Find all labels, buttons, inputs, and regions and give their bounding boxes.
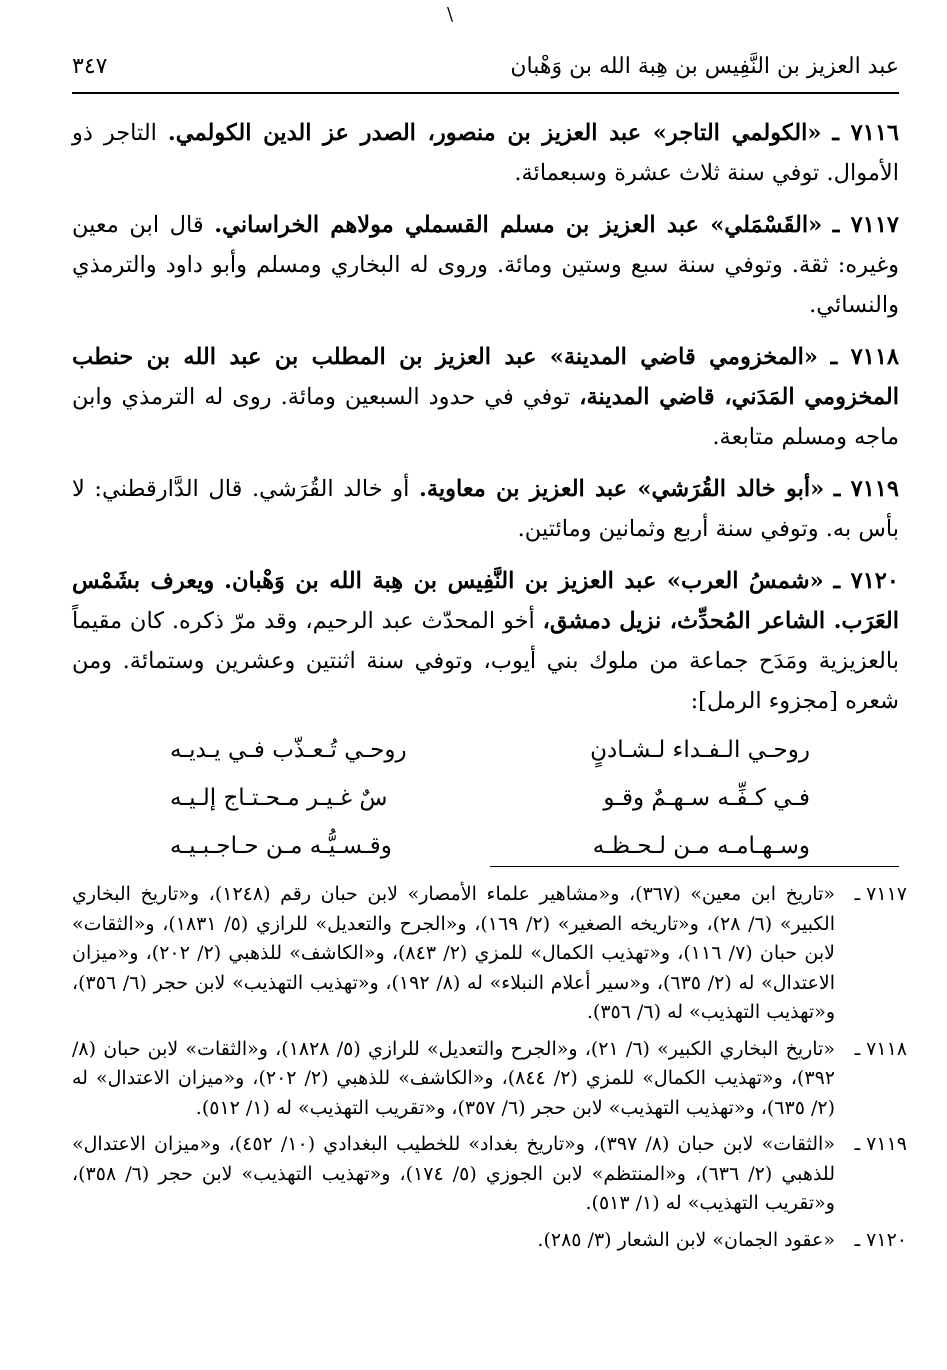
entry-number: ٧١١٦ ـ bbox=[832, 120, 899, 146]
hemistich-first: وسـهـامـه مـن لـحـظـه bbox=[592, 833, 810, 859]
footnote-7117 bbox=[72, 880, 907, 1028]
entry-heading: «القَسْمَلي» عبد العزيز بن مسلم القسملي مولاهم الخراساني. bbox=[214, 212, 823, 238]
footnote-number: ٧١١٨ ـ bbox=[854, 1037, 907, 1060]
entry-7116 bbox=[72, 113, 899, 193]
entry-7118 bbox=[72, 337, 899, 457]
entry-heading: «الكولمي التاجر» عبد العزيز بن منصور، الصدر عز الدين الكولمي. bbox=[167, 120, 822, 146]
poem bbox=[170, 726, 810, 870]
entry-heading: «أبو خالد القُرَشي» عبد العزيز بن معاوية. bbox=[419, 476, 825, 502]
running-head: عبد العزيز بن النَّفِيس بن هِبة الله بن وَهْبان bbox=[510, 54, 899, 79]
entry-number: ٧١٢٠ ـ bbox=[833, 568, 899, 594]
footnote-divider bbox=[490, 866, 899, 867]
entry-7117 bbox=[72, 205, 899, 325]
entry-text: التاجر ذو الأموال. توفي سنة ثلاث عشرة وسبعمائة. bbox=[72, 120, 899, 186]
entry-7120 bbox=[72, 561, 899, 721]
hemistich-second: وقـسـيُّـه مـن حـاجـبـيـه bbox=[170, 833, 392, 859]
entry-text: قال ابن معين وغيره: ثقة. وتوفي سنة سبع وستين ومائة. وروى له البخاري ومسلم وأبو داود والترمذي والنسائي. bbox=[72, 212, 899, 318]
footnotes bbox=[72, 880, 907, 1262]
top-mark: \ bbox=[446, 4, 454, 25]
footnote-text: «تاريخ ابن معين» (٣٦٧)، و«مشاهير علماء الأمصار» لابن حبان رقم (١٢٤٨)، و«تاريخ البخاري الكبير» (٦/ ٢٨)، و«تاريخه الصغير» (٢/ ١٦٩)، و«الجرح والتعديل» للرازي (٥/ ١٨٣١)، و«الثقات» لابن حبان (٧/ ١١٦)، و«تهذيب الكمال» للمزي (٢/ ٨٤٣)، و«الكاشف» للذهبي (٢/ ٢٠٢)، و«ميزان الاعتدال» له (٢/ ٦٣٥)، و«سير أعلام النبلاء» له (٨/ ١٩٢)، و«تهذيب التهذيب» لابن حجر (٦/ ٣٥٦)، و«تهذيب التهذيب» له (٦/ ٣٥٦). bbox=[72, 883, 836, 1023]
entry-text: أو خالد القُرَشي. قال الدَّارقطني: لا بأس به. وتوفي سنة أربع وثمانين ومائتين. bbox=[72, 476, 899, 542]
footnote-number: ٧١٢٠ ـ bbox=[854, 1228, 907, 1251]
footnote-7120 bbox=[72, 1226, 907, 1256]
entry-7119 bbox=[72, 469, 899, 549]
entry-heading: «المخزومي قاضي المدينة» عبد العزيز بن المطلب بن عبد الله بن حنطب المخزومي المَدَني، قاضي المدينة، bbox=[72, 344, 899, 410]
poem-verse bbox=[170, 822, 810, 870]
hemistich-second: سٌ غـيـر مـحـتـاج إلـيـه bbox=[170, 785, 388, 811]
footnote-7119 bbox=[72, 1130, 907, 1219]
footnote-text: «تاريخ البخاري الكبير» (٦/ ٢١)، و«الجرح والتعديل» للرازي (٥/ ١٨٢٨)، و«الثقات» لابن حبان (٨/ ٣٩٢)، و«تهذيب الكمال» للمزي (٢/ ٨٤٤)، و«الكاشف» للذهبي (٢/ ٢٠٢)، و«ميزان الاعتدال» له (٢/ ٦٣٥)، و«تهذيب التهذيب» لابن حجر (٦/ ٣٥٧)، و«تقريب التهذيب» له (١/ ٥١٢). bbox=[72, 1037, 835, 1119]
entry-number: ٧١١٩ ـ bbox=[833, 476, 899, 502]
footnote-number: ٧١١٧ ـ bbox=[854, 883, 907, 905]
hemistich-first: فـي كـفِّـه سـهـمٌ وقـو bbox=[603, 785, 810, 811]
entry-text: أخو المحدّث عبد الرحيم، وقد مرّ ذكره. كان مقيماً بالعزيزية ومَدَح جماعة من ملوك بني أيوب، وتوفي سنة اثنتين وعشرين وستمائة. ومن شعره [مجزوء الرمل]: bbox=[72, 608, 899, 714]
entry-number: ٧١١٧ ـ bbox=[832, 212, 899, 238]
footnote-text: «عقود الجمان» لابن الشعار (٣/ ٢٨٥). bbox=[537, 1228, 835, 1251]
hemistich-first: روحـي الـفـداء لـشـادنٍ bbox=[590, 737, 810, 763]
entry-number: ٧١١٨ ـ bbox=[830, 344, 900, 370]
page-header bbox=[72, 52, 899, 94]
entry-text: توفي في حدود السبعين ومائة. روى له الترمذي وابن ماجه ومسلم متابعة. bbox=[72, 384, 899, 450]
footnote-text: «الثقات» لابن حبان (٨/ ٣٩٧)، و«تاريخ بغداد» للخطيب البغدادي (١٠/ ٤٥٢)، و«ميزان الاعتدال» للذهبي (٢/ ٦٣٦)، و«المنتظم» لابن الجوزي (٥/ ١٧٤)، و«تهذيب التهذيب» لابن حجر (٦/ ٣٥٨)، و«تقريب التهذيب» له (١/ ٥١٣). bbox=[72, 1133, 835, 1214]
main-text bbox=[72, 113, 899, 733]
poem-verse bbox=[170, 726, 810, 774]
poem-verse bbox=[170, 774, 810, 822]
footnote-7118 bbox=[72, 1035, 907, 1124]
entry-heading: «شمسُ العرب» عبد العزيز بن النَّفِيس بن هِبة الله بن وَهْبان. bbox=[224, 568, 824, 594]
page-number: ٣٤٧ bbox=[72, 54, 108, 79]
footnote-number: ٧١١٩ ـ bbox=[854, 1133, 907, 1155]
entry-heading-cont: ويعرف بشَمْس العَرَب. الشاعر المُحدِّث، نزيل دمشق، bbox=[72, 568, 899, 634]
hemistich-second: روحـي تُـعـذّب فـي يـديـه bbox=[170, 737, 407, 763]
